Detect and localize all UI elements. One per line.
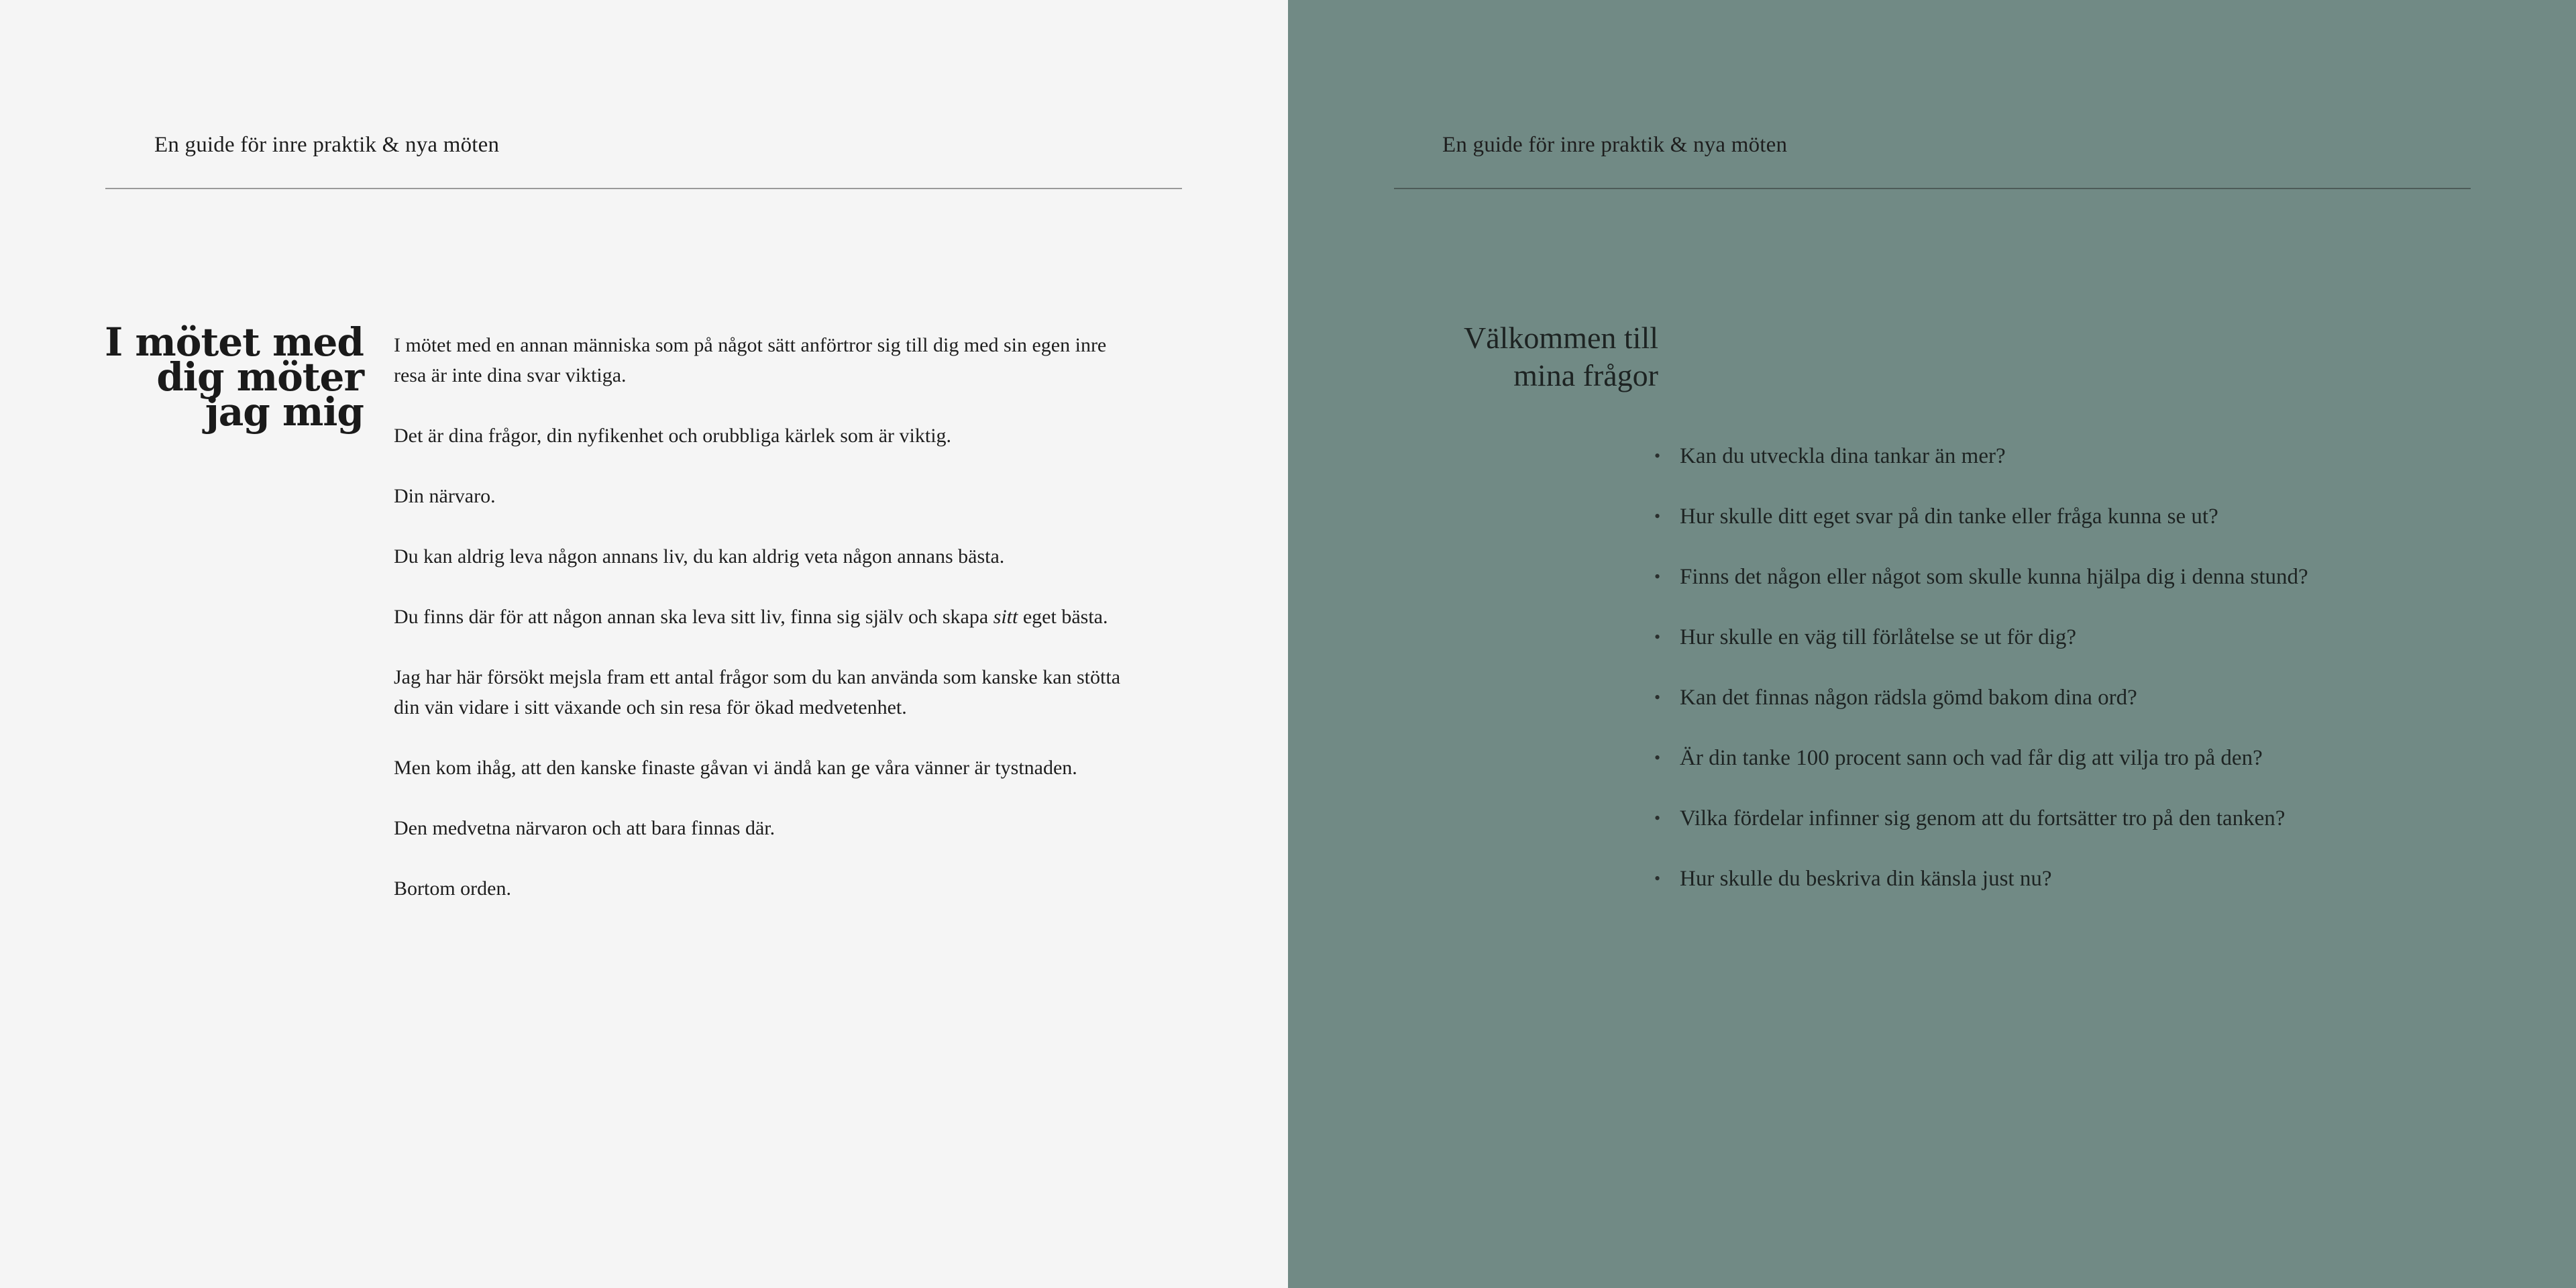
question-item (1654, 679, 2485, 739)
bullet-icon: • (1654, 567, 1661, 586)
header-rule-right (1394, 188, 2471, 189)
paragraph-text: eget bästa. (1018, 606, 1108, 628)
emphasis-word: sitt (993, 606, 1018, 628)
paragraph: Jag har här försökt mejsla fram ett antal frågor som du kan använda som kanske kan stötta din vän vidare i sitt växande och sin resa för ökad medvetenhet. (394, 666, 1121, 718)
question-text: Är din tanke 100 procent sann och vad får dig att vilja tro på den? (1680, 746, 2263, 770)
question-text: Finns det någon eller något som skulle kunna hjälpa dig i denna stund? (1680, 565, 2308, 589)
right-page-heading (1415, 319, 1658, 394)
bullet-icon: • (1654, 506, 1661, 526)
question-text: Hur skulle du beskriva din känsla just nu? (1680, 867, 2052, 891)
question-item (1654, 437, 2485, 498)
heading-line: dig möter (156, 354, 364, 400)
heading-line: jag mig (205, 389, 364, 435)
right-page (1288, 0, 2576, 1288)
paragraph: Bortom orden. (394, 877, 511, 900)
question-item (1654, 558, 2485, 619)
bullet-icon: • (1654, 808, 1661, 828)
question-item (1654, 860, 2485, 920)
header-rule-left (105, 188, 1182, 189)
bullet-icon: • (1654, 446, 1661, 466)
bullet-icon: • (1654, 748, 1661, 767)
question-item (1654, 800, 2485, 860)
question-text: Kan du utveckla dina tankar än mer? (1680, 444, 2006, 468)
heading-line: mina frågor (1513, 358, 1658, 392)
question-text: Hur skulle en väg till förlåtelse se ut för dig? (1680, 625, 2077, 649)
question-text: Kan det finnas någon rädsla gömd bakom dina ord? (1680, 686, 2137, 710)
left-page-body (394, 330, 1125, 934)
question-text: Vilka fördelar infinner sig genom att du fortsätter tro på den tanken? (1680, 806, 2286, 830)
paragraph: Din närvaro. (394, 485, 496, 507)
paragraph: Men kom ihåg, att den kanske finaste gåvan vi ändå kan ge våra vänner är tystnaden. (394, 757, 1077, 779)
paragraph-with-emphasis (394, 602, 1125, 632)
question-item (1654, 498, 2485, 558)
heading-line: Välkommen till (1463, 321, 1658, 355)
question-item (1654, 739, 2485, 800)
paragraph: Du kan aldrig leva någon annans liv, du kan aldrig veta någon annans bästa. (394, 545, 1005, 568)
running-head-left: En guide för inre praktik & nya möten (154, 133, 500, 157)
question-text: Hur skulle ditt eget svar på din tanke eller fråga kunna se ut? (1680, 504, 2218, 529)
left-page-heading (74, 319, 364, 435)
question-item (1654, 619, 2485, 679)
bullet-icon: • (1654, 869, 1661, 888)
bullet-icon: • (1654, 688, 1661, 707)
paragraph: Den medvetna närvaron och att bara finnas där. (394, 817, 775, 839)
bullet-icon: • (1654, 627, 1661, 647)
running-head-right: En guide för inre praktik & nya möten (1442, 133, 1788, 157)
heading-line: I mötet med (105, 319, 364, 365)
paragraph: Det är dina frågor, din nyfikenhet och orubbliga kärlek som är viktig. (394, 425, 952, 447)
question-list (1654, 437, 2485, 920)
paragraph: I mötet med en annan människa som på något sätt anförtror sig till dig med sin egen inre resa är inte dina svar viktiga. (394, 334, 1107, 386)
paragraph-text: Du finns där för att någon annan ska leva sitt liv, finna sig själv och skapa (394, 606, 994, 628)
